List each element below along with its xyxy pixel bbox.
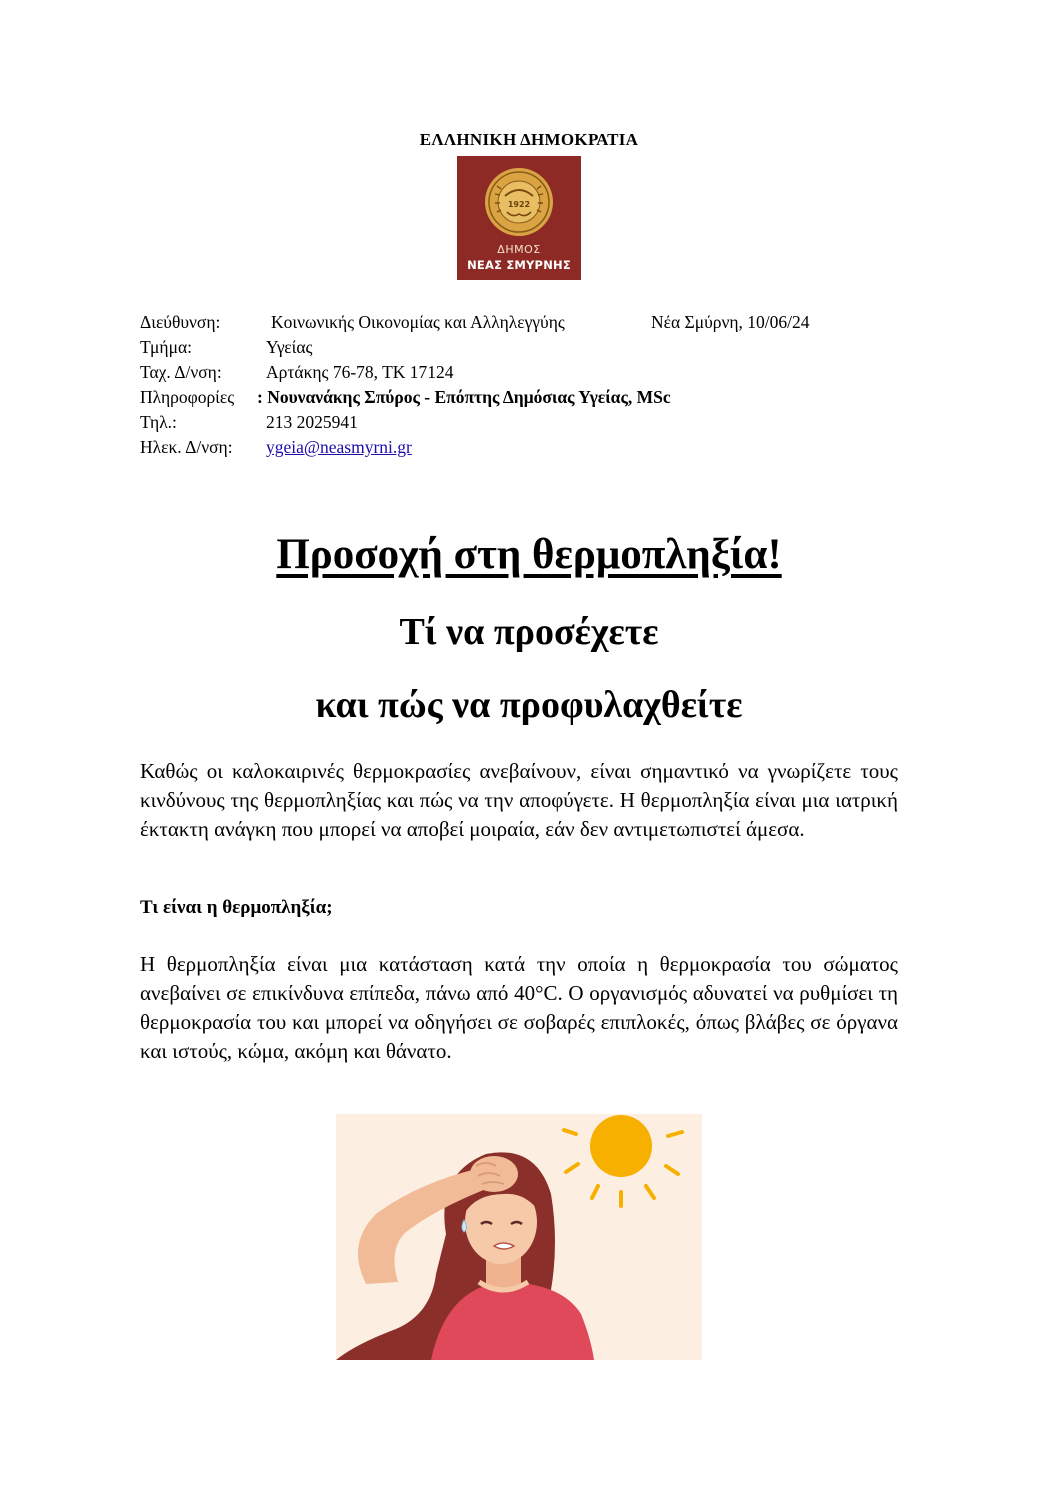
logo-text-name: ΝΕΑΣ ΣΜΥΡΝΗΣ [467,258,571,272]
svg-text:1922: 1922 [507,200,531,209]
info-row-address [140,360,900,385]
department-value: Υγείας [266,337,313,357]
logo-text-municipality: ΔΗΜΟΣ [497,243,541,256]
subtitle-line-2: και πώς να προφυλαχθείτε [315,684,743,726]
heatstroke-illustration [336,1114,702,1360]
contact-label: Πληροφορίες [140,387,235,407]
info-row-email [140,435,900,460]
page-title: Προσοχή στη θερμοπληξία! [276,531,782,578]
republic-heading: ΕΛΛΗΝΙΚΗ ΔΗΜΟΚΡΑΤΙΑ [419,130,639,149]
sender-info-block [140,310,900,460]
email-label: Ηλεκ. Δ/νση: [140,437,233,457]
woman-in-sun-icon [336,1114,702,1360]
info-row-department [140,335,900,360]
address-label: Ταχ. Δ/νση: [140,362,222,382]
subtitle-line-1: Τί να προσέχετε [399,611,659,653]
contact-value: : Νουνανάκης Σπύρος - Επόπτης Δημόσιας Υγείας, MSc [257,387,671,407]
directorate-value: Κοινωνικής Οικονομίας και Αλληλεγγύης [271,312,565,332]
info-row-phone [140,410,900,435]
info-row-directorate [140,310,900,335]
intro-paragraph: Καθώς οι καλοκαιρινές θερμοκρασίες ανεβαίνουν, είναι σημαντικό να γνωρίζετε τους κινδύνους της θερμοπληξίας και πώς να την αποφύγετε. Η θερμοπληξία είναι μια ιατρική έκτακτη ανάγκη που μπορεί να αποβεί μοιραία, εάν δεν αντιμετωπιστεί άμεσα. [140,759,898,841]
info-row-contact [140,385,900,410]
municipality-logo [457,156,581,280]
email-link[interactable]: ygeia@neasmyrni.gr [266,437,412,457]
place-date: Νέα Σμύρνη, 10/06/24 [651,312,810,332]
directorate-label: Διεύθυνση: [140,312,221,332]
section-heading: Τι είναι η θερμοπληξία; [140,897,333,918]
phone-value: 213 2025941 [266,412,358,432]
department-label: Τμήμα: [140,337,192,357]
address-value: Αρτάκης 76-78, ΤΚ 17124 [266,362,454,382]
phone-label: Τηλ.: [140,412,177,432]
definition-paragraph: Η θερμοπληξία είναι μια κατάσταση κατά την οποία η θερμοκρασία του σώματος ανεβαίνει σε επικίνδυνα επίπεδα, πάνω από 40°C. Ο οργανισμός αδυνατεί να ρυθμίσει τη θερμοκρασία του και μπορεί να οδηγήσει σε σοβαρές επιπλοκές, όπως βλάβες σε όργανα και ιστούς, κώμα, ακόμη και θάνατο. [140,952,898,1063]
